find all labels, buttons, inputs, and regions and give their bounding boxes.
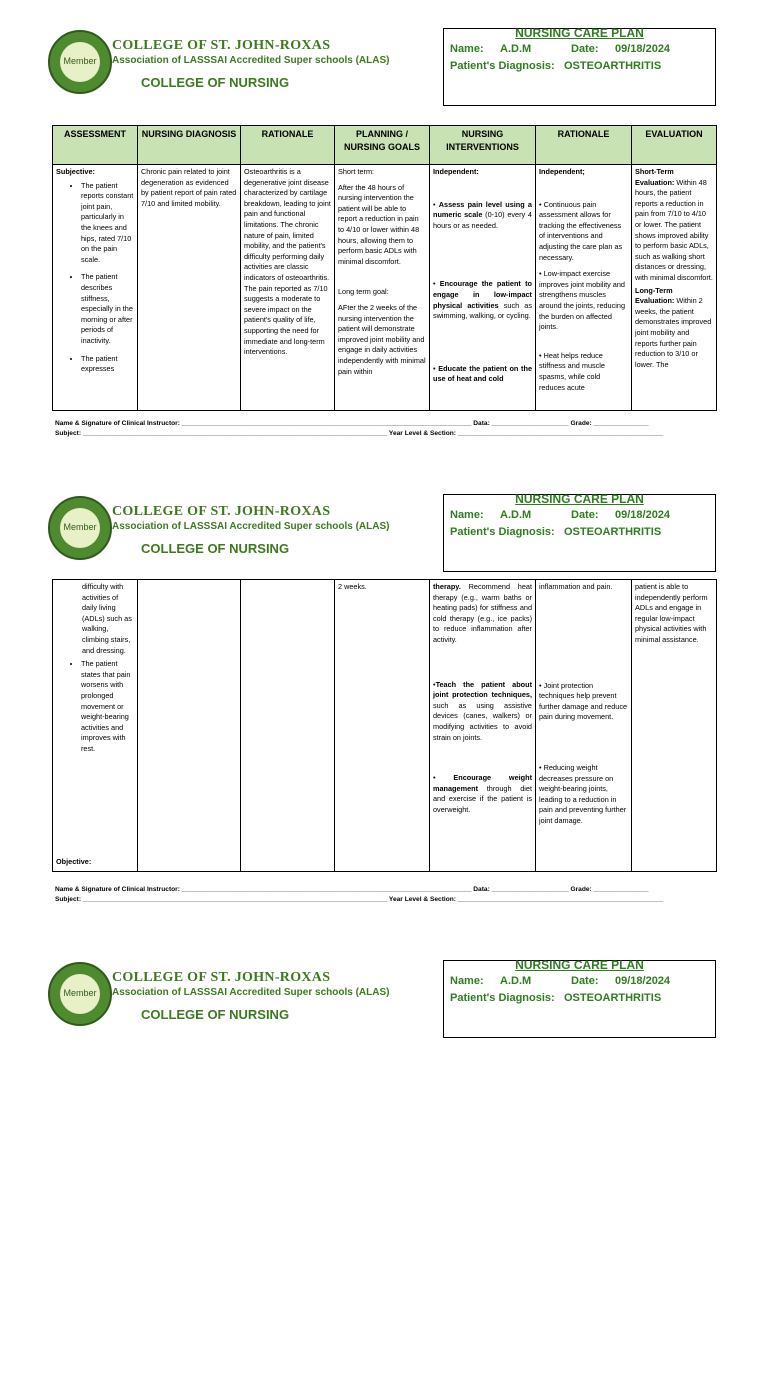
instructor-signature-line: Name & Signature of Clinical Instructor: _______________________________________________________________________________ Data: _____________________ Grade: _______________ xyxy=(55,420,649,427)
intervention-item: • Encourage the patient to engage in low-impact physical activities such as swimming, walking, or cycling. xyxy=(433,279,532,321)
assessment-item: • The patient describes stiffness, especially in the morning or after periods of inactivity. xyxy=(81,272,134,346)
assessment-item: • The patient states that pain worsens with prolonged movement or weight-bearing activities and improves with rest. xyxy=(81,659,134,754)
page-3 xyxy=(0,932,768,1398)
header-assessment: ASSESSMENT xyxy=(53,126,138,165)
name-label: Name: xyxy=(450,509,484,521)
table-header-row xyxy=(53,126,717,165)
diagnosis-cell xyxy=(138,580,241,872)
independent-label: Independent: xyxy=(433,167,479,176)
intervention-item: • Assess pain level using a numeric scale (0-10) every 4 hours or as needed. xyxy=(433,199,532,230)
association-name: Association of LASSSAI Accredited Super schools (ALAS) xyxy=(112,521,390,532)
college-name: COLLEGE OF NURSING xyxy=(141,75,290,90)
patient-name-row xyxy=(450,975,670,987)
intervention-item: therapy. Recommend heat therapy (e.g., warm baths or heating pads) for stiffness and cold therapy (e.g., ice packs) to reduce inflammation after activity. xyxy=(433,582,532,644)
nursing-care-plan-box xyxy=(443,28,716,106)
name-value: A.D.M xyxy=(500,43,532,55)
subjective-label: Subjective: xyxy=(56,167,95,176)
short-term-label: Short term: xyxy=(338,167,375,176)
plan-title: NURSING CARE PLAN xyxy=(515,26,644,40)
plan-title: NURSING CARE PLAN xyxy=(515,958,644,972)
header-planning: PLANNING / NURSING GOALS xyxy=(335,126,430,165)
header-nursing-diagnosis: NURSING DIAGNOSIS xyxy=(138,126,241,165)
interventions-cell xyxy=(430,580,536,872)
assessment-item: • The patient expresses xyxy=(81,354,134,375)
evaluation-cell xyxy=(632,165,717,411)
diagnosis-label: Patient's Diagnosis: xyxy=(450,60,555,72)
diagnosis-row xyxy=(450,992,661,1004)
nursing-care-plan-box xyxy=(443,960,716,1038)
diagnosis-value: OSTEOARTHRITIS xyxy=(564,60,662,72)
rationale-cell xyxy=(241,580,335,872)
evaluation-cell: patient is able to independently perform ADLs and engage in regular low-impact physical activities with minimal assistance. xyxy=(632,580,717,872)
long-term-goal: AFter the 2 weeks of the nursing intervention the patient will demonstrate improved joint mobility and engage in daily activities independently with minimal pain within xyxy=(338,302,426,376)
school-name: COLLEGE OF ST. JOHN-ROXAS xyxy=(112,504,331,519)
association-name: Association of LASSSAI Accredited Super schools (ALAS) xyxy=(112,55,390,66)
date-label: Date: xyxy=(571,43,599,55)
care-plan-table xyxy=(52,125,717,411)
interventions-cell xyxy=(430,165,536,411)
diagnosis-label: Patient's Diagnosis: xyxy=(450,526,555,538)
long-term-eval-block xyxy=(635,286,713,371)
independent-label-2: Independent; xyxy=(539,167,585,176)
diagnosis-value: OSTEOARTHRITIS xyxy=(564,526,662,538)
rationale-item: • Reducing weight decreases pressure on weight-bearing joints, leading to a reduction in pain and preventing further joint damage. xyxy=(539,762,627,825)
intervention-item: • Educate the patient on the use of heat and cold xyxy=(433,363,533,384)
diagnosis-cell: Chronic pain related to joint degeneration as evidenced by patient report of pain rated 7/10 and limited mobility. xyxy=(138,165,241,411)
planning-cell xyxy=(335,165,430,411)
association-name: Association of LASSSAI Accredited Super schools (ALAS) xyxy=(112,987,390,998)
diagnosis-row xyxy=(450,526,661,538)
date-value: 09/18/2024 xyxy=(615,509,671,521)
assessment-cell xyxy=(53,165,138,411)
header-evaluation: EVALUATION xyxy=(632,126,717,165)
table-row xyxy=(53,580,717,872)
rationale-item: inflammation and pain. xyxy=(539,582,613,591)
rationale-item: • Low-impact exercise improves joint mobility and strengthens muscles around the joints, reducing the burden on affected joints. xyxy=(539,269,625,332)
subject-line: Subject: ___________________________________________________________________________________ Year Level & Section: ________________________________________________________ xyxy=(55,430,664,437)
instructor-signature-line: Name & Signature of Clinical Instructor: _______________________________________________________________________________ Data: _____________________ Grade: _______________ xyxy=(55,886,649,893)
header-interventions: NURSING INTERVENTIONS xyxy=(430,126,536,165)
diagnosis-value: OSTEOARTHRITIS xyxy=(564,992,662,1004)
intervention-item: • Encourage weight management through diet and exercise if the patient is overweight. xyxy=(433,773,532,814)
college-name: COLLEGE OF NURSING xyxy=(141,1007,290,1022)
patient-name-row xyxy=(450,43,670,55)
table-row xyxy=(53,165,717,411)
rationale-2-cell xyxy=(536,165,632,411)
short-term-goal: After the 48 hours of nursing intervention the patient will be able to report a reduction in pain to 4/10 or lower within 48 hours, allowing them to perform basic ADLs with minimal discomfort. xyxy=(338,182,420,266)
long-term-eval-label: Long-Term Evaluation: xyxy=(635,285,675,306)
short-term-eval: Within 48 hours, the patient reports a reduction in pain from 7/10 to 4/10 or lower. The patient shows improved ability to perform basic ADLs, such as walking short distances or dressing, with minimal discomfort. xyxy=(635,177,713,282)
name-value: A.D.M xyxy=(500,509,532,521)
rationale-item: • Joint protection techniques help prevent further damage and reduce pain during movement. xyxy=(539,680,628,722)
care-plan-table-continued xyxy=(52,579,717,872)
planning-cell: 2 weeks. xyxy=(335,580,430,872)
college-name: COLLEGE OF NURSING xyxy=(141,541,290,556)
name-label: Name: xyxy=(450,43,484,55)
page-1 xyxy=(0,0,768,466)
header-rationale-2: RATIONALE xyxy=(536,126,632,165)
diagnosis-row xyxy=(450,60,661,72)
plan-title: NURSING CARE PLAN xyxy=(515,492,644,506)
school-name: COLLEGE OF ST. JOHN-ROXAS xyxy=(112,38,331,53)
page-2 xyxy=(0,466,768,932)
date-value: 09/18/2024 xyxy=(615,43,671,55)
long-term-label: Long term goal: xyxy=(338,287,389,297)
college-seal-logo: Member xyxy=(48,496,112,560)
name-value: A.D.M xyxy=(500,975,532,987)
rationale-item: • Continuous pain assessment allows for tracking the effectiveness of interventions and adjusting the care plan as necessary. xyxy=(539,199,623,262)
rationale-cell: Osteoarthritis is a degenerative joint disease characterized by cartilage breakdown, leading to joint pain and functional limitations. The chronic nature of pain, limited mobility, and the patient's difficulty performing daily activities are classic indicators of osteoarthritis. The pain reported as 7/10 suggests a moderate to severe impact on the patient's quality of life, supporting the need for immediate and long-term interventions. xyxy=(241,165,335,411)
assessment-continued: difficulty with activities of daily living (ADLs) such as walking, climbing stairs, and dressing. xyxy=(82,582,132,655)
rationale-item: • Heat helps reduce stiffness and muscle spasms, while cold reduces acute xyxy=(539,350,605,392)
long-term-eval: Within 2 weeks, the patient demonstrates improved joint mobility and reports further pain reduction to 3/10 or lower. The xyxy=(635,296,712,369)
school-name: COLLEGE OF ST. JOHN-ROXAS xyxy=(112,970,331,985)
date-label: Date: xyxy=(571,975,599,987)
assessment-item: • The patient reports constant joint pain, particularly in the knees and hips, rated 7/10 on the pain scale. xyxy=(81,181,134,266)
diagnosis-label: Patient's Diagnosis: xyxy=(450,992,555,1004)
short-term-eval-label: Short-Term Evaluation: xyxy=(635,167,675,187)
nursing-care-plan-box xyxy=(443,494,716,572)
college-seal-logo: Member xyxy=(48,962,112,1026)
date-value: 09/18/2024 xyxy=(615,975,671,987)
header-rationale: RATIONALE xyxy=(241,126,335,165)
patient-name-row xyxy=(450,509,670,521)
college-seal-logo: Member xyxy=(48,30,112,94)
date-label: Date: xyxy=(571,509,599,521)
objective-label: Objective: xyxy=(56,857,92,867)
name-label: Name: xyxy=(450,975,484,987)
intervention-item: •Teach the patient about joint protection techniques, such as using assistive devices (canes, walkers) or modifying activities to avoid strain on joints. xyxy=(433,679,532,742)
rationale-2-cell xyxy=(536,580,632,872)
subject-line: Subject: ___________________________________________________________________________________ Year Level & Section: ________________________________________________________ xyxy=(55,896,664,903)
assessment-cell xyxy=(53,580,138,872)
